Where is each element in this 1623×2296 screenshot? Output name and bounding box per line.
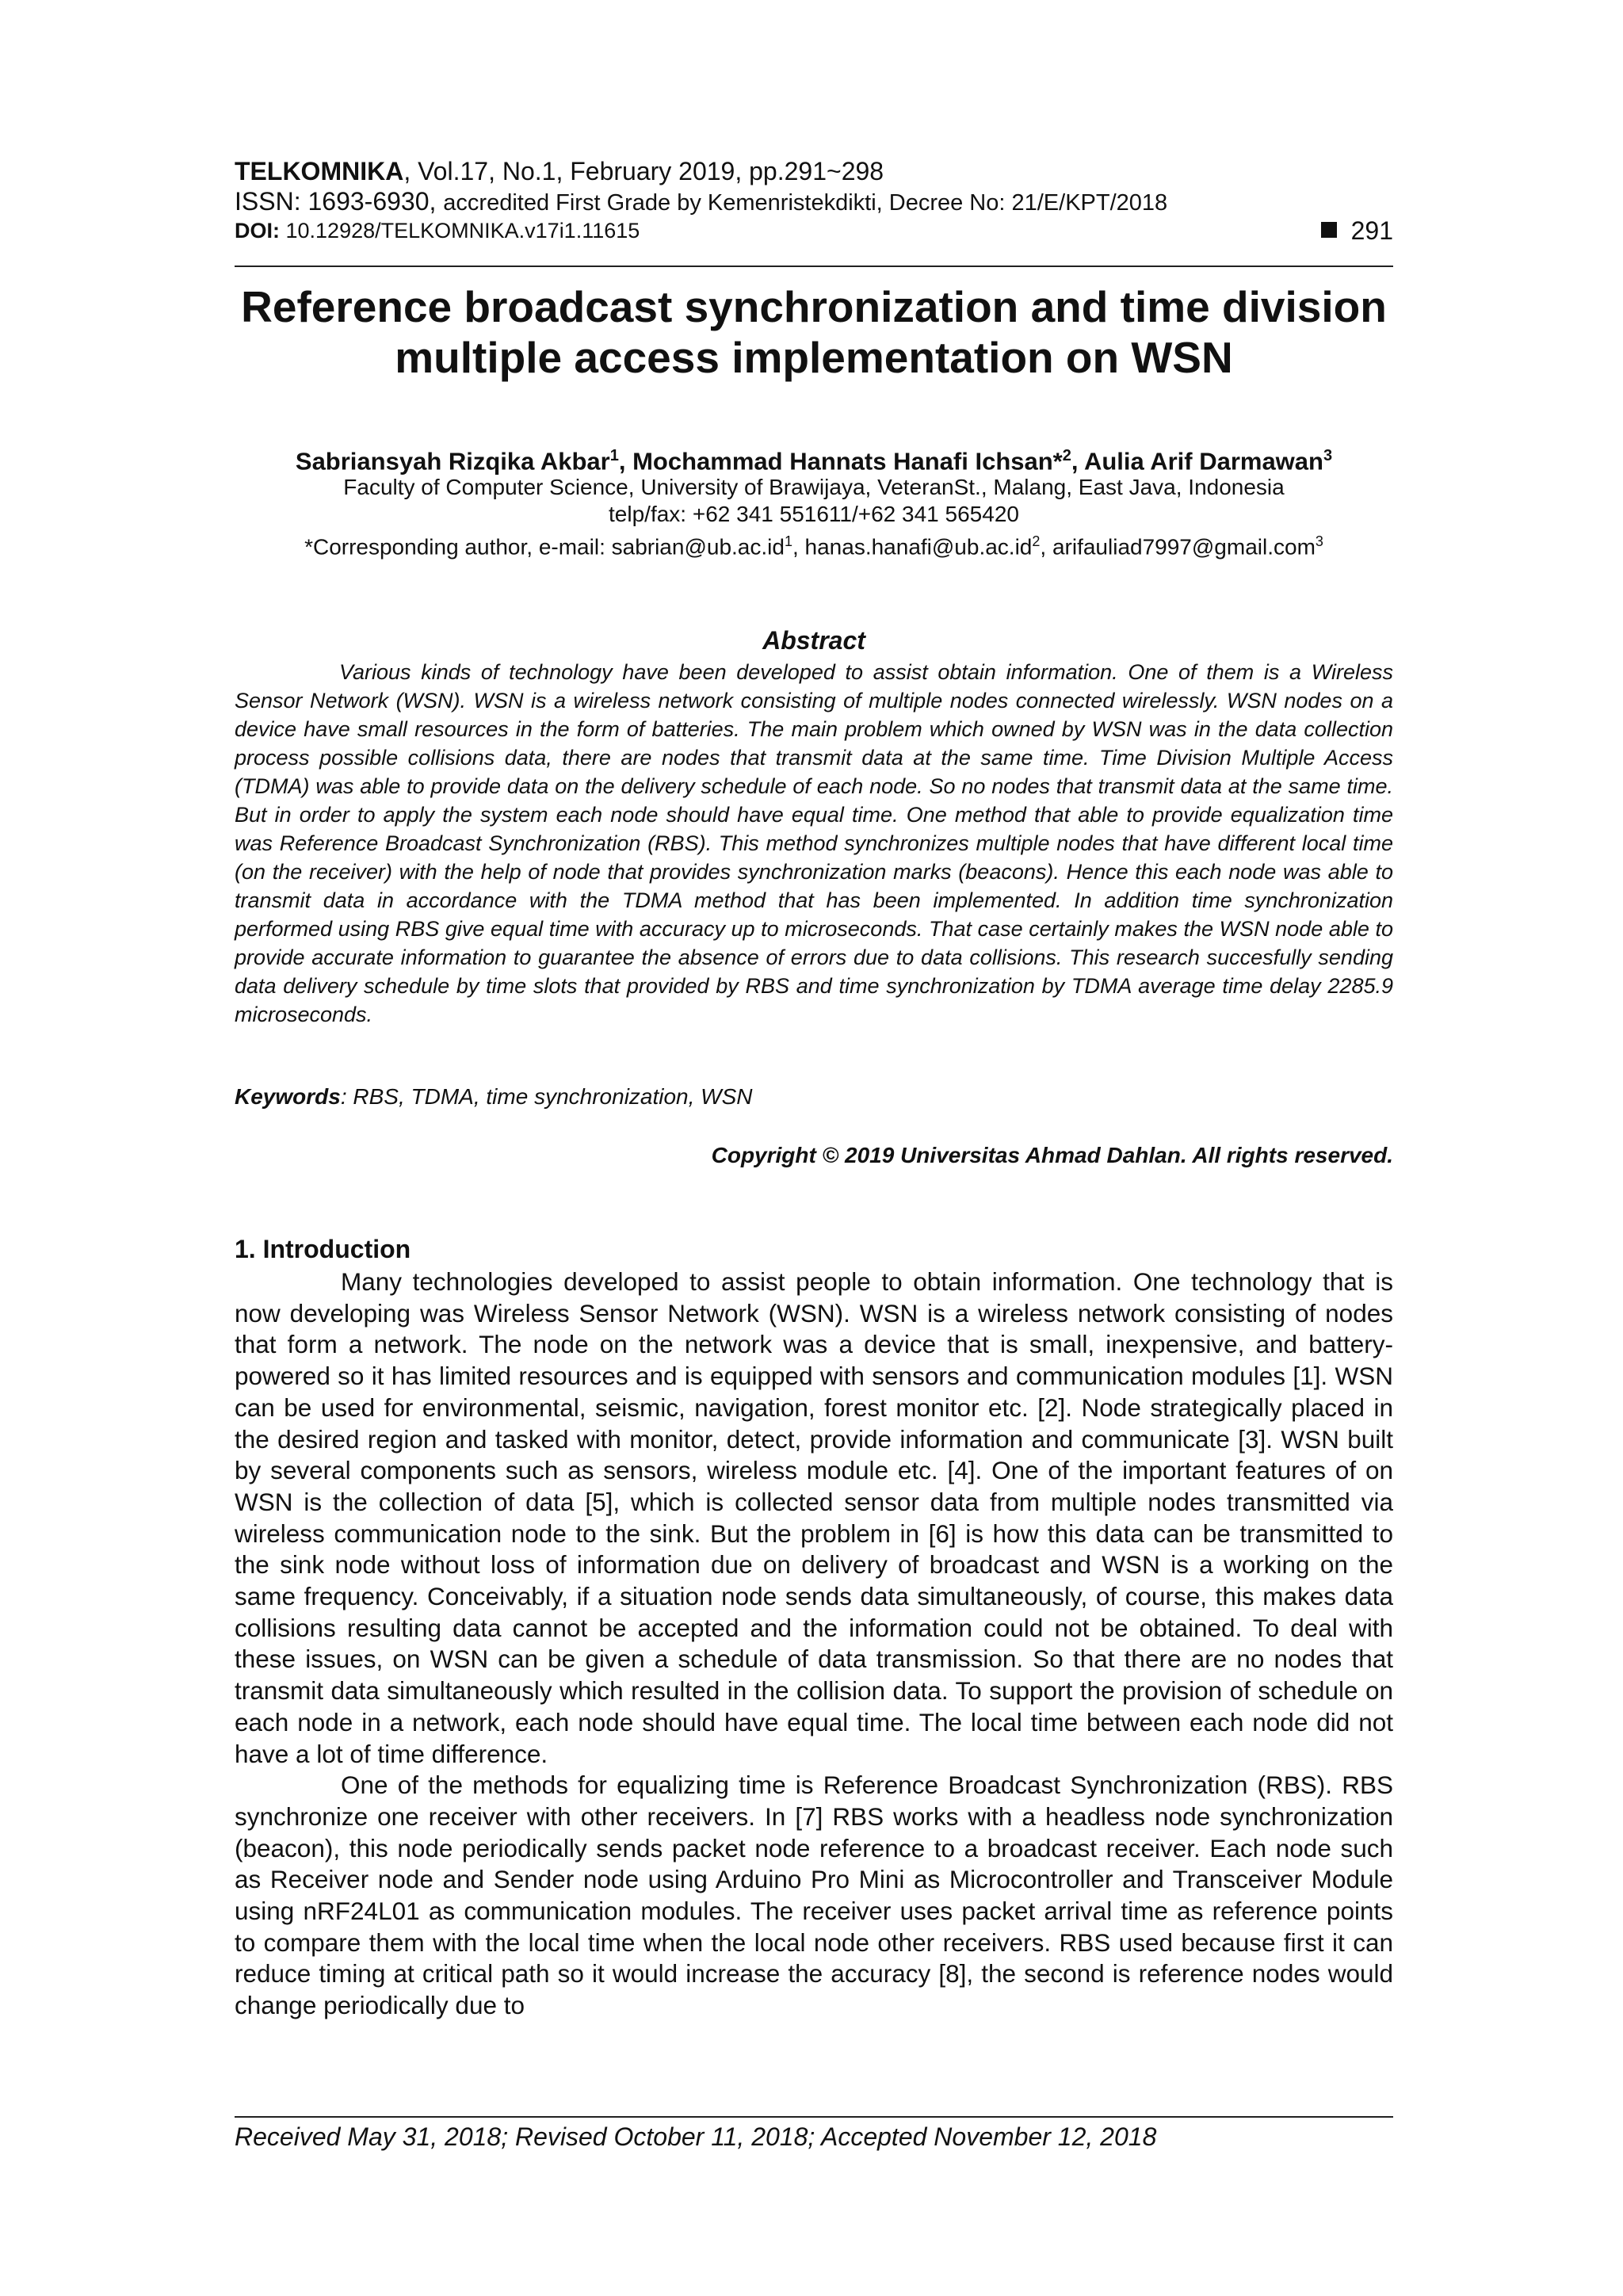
affiliation-block	[235, 474, 1393, 560]
author-separator: ,	[618, 447, 633, 476]
page-number-value: 291	[1350, 216, 1393, 245]
keywords-text: : RBS, TDMA, time synchronization, WSN	[340, 1084, 753, 1109]
bullet-square-icon	[1321, 222, 1337, 238]
journal-name: TELKOMNIKA	[235, 157, 404, 185]
page-number	[1321, 217, 1393, 244]
footer-divider	[235, 2116, 1393, 2118]
author-2-affil: 2	[1062, 447, 1071, 464]
author-1: Sabriansyah Rizqika Akbar	[295, 447, 610, 476]
keywords	[235, 1083, 1393, 1111]
paragraph: One of the methods for equalizing time is Reference Broadcast Synchronization (RBS). RBS synchronize one receiver with other receivers. In [7] RBS works with a headless node synchronization (beacon), this node periodically sends packet node reference to a broadcast receiver. Each node such as Receiver node and Sender node using Arduino Pro Mini as Microcontroller and Transceiver Module using nRF24L01 as communication modules. The receiver uses packet arrival time as reference points to compare them with the local time when the local node other receivers. RBS used because first it can reduce timing at critical path so it would increase the accuracy [8], the second is reference nodes would change periodically due to	[235, 1771, 1393, 2020]
doi-label: DOI:	[235, 219, 280, 243]
author-list	[235, 440, 1393, 477]
volume-info: , Vol.17, No.1, February 2019, pp.291~298	[403, 157, 884, 185]
copyright-notice: Copyright © 2019 Universitas Ahmad Dahlan. All rights reserved.	[711, 1143, 1393, 1167]
header-divider	[235, 266, 1393, 267]
journal-header	[235, 155, 1393, 244]
title-line-2: multiple access implementation on WSN	[395, 333, 1233, 382]
phone-line: telp/fax: +62 341 551611/+62 341 565420	[609, 502, 1019, 526]
introduction-body	[235, 1266, 1393, 2022]
email-mid: , hanas.hanafi@ub.ac.id	[792, 534, 1033, 560]
issn-line	[235, 187, 1393, 217]
email-prefix: *Corresponding author, e-mail: sabrian@ub.ac.id	[304, 534, 785, 560]
author-1-affil: 1	[609, 447, 619, 464]
received-dates: Received May 31, 2018; Revised October 11, 2018; Accepted November 12, 2018	[235, 2122, 1157, 2151]
author-3: Aulia Arif Darmawan	[1083, 447, 1323, 476]
doi-value: 10.12928/TELKOMNIKA.v17i1.11615	[280, 219, 640, 243]
issn: ISSN: 1693-6930,	[235, 187, 444, 216]
author-separator: ,	[1071, 447, 1084, 476]
paragraph: Many technologies developed to assist people to obtain information. One technology that is now developing was Wireless Sensor Network (WSN). WSN is a wireless network consisting of nodes that form a network. The node on the network was a device that is small, inexpensive, and battery-powered so it has limited resources and is equipped with sensors and communication modules [1]. WSN can be used for environmental, seismic, navigation, forest monitor etc. [2]. Node strategically placed in the desired region and tasked with monitor, detect, provide information and communicate [3]. WSN built by several components such as sensors, wireless module etc. [4]. One of the important features of on WSN is the collection of data [5], which is collected sensor data from multiple nodes transmitted via wireless communication node to the sink. But the problem in [6] is how this data can be transmitted to the sink node without loss of information due on delivery of broadcast and WSN is a working on the same frequency. Conceivably, if a situation node sends data simultaneously, of course, this makes data collisions resulting data cannot be accepted and the information could not be obtained. To deal with these issues, on WSN can be given a schedule of data transmission. So that there are no nodes that transmit data simultaneously which resulted in the collision data. To support the provision of schedule on each node in a network, each node should have equal time. The local time between each node did not have a lot of time difference.	[235, 1267, 1393, 1768]
email-line	[235, 528, 1393, 560]
author-3-affil: 3	[1323, 447, 1333, 464]
keywords-label: Keywords	[235, 1084, 341, 1109]
author-2: Mochammad Hannats Hanafi Ichsan*	[632, 447, 1063, 476]
email-3-sup: 3	[1315, 533, 1323, 549]
doi-line	[235, 217, 1393, 244]
email-2-sup: 2	[1032, 533, 1041, 549]
paper-title	[235, 281, 1393, 383]
accreditation: accredited First Grade by Kemenristekdikti, Decree No: 21/E/KPT/2018	[443, 190, 1168, 216]
abstract-text: Various kinds of technology have been developed to assist obtain information. One of them is a Wireless Sensor Network (WSN). WSN is a wireless network consisting of multiple nodes connected wirelessly. WSN nodes on a device have small resources in the form of batteries. The main problem which owned by WSN was in the data collection process possible collisions data, there are nodes that transmit data at the same time. Time Division Multiple Access (TDMA) was able to provide data on the delivery schedule of each node. So no nodes that transmit data at the same time. But in order to apply the system each node should have equal time. One method that able to provide equalization time was Reference Broadcast Synchronization (RBS). This method synchronizes multiple nodes that have different local time (on the receiver) with the help of node that provides synchronization marks (beacons). Hence this each node was able to transmit data in accordance with the TDMA method that has been implemented. In addition time synchronization performed using RBS give equal time with accuracy up to microseconds. That case certainly makes the WSN node able to provide accurate information to guarantee the absence of errors due to data collisions. This research succesfully sending data delivery schedule by time slots that provided by RBS and time synchronization by TDMA average time delay 2285.9 microseconds.	[235, 660, 1393, 1026]
email-end: , arifauliad7997@gmail.com	[1040, 534, 1316, 560]
email-1-sup: 1	[784, 533, 792, 549]
abstract-heading: Abstract	[762, 626, 865, 655]
journal-citation	[235, 155, 1393, 187]
faculty-line: Faculty of Computer Science, University of Brawijaya, VeteranSt., Malang, East Java, Indonesia	[343, 475, 1285, 499]
section-heading-introduction: 1. Introduction	[235, 1235, 411, 1263]
title-line-1: Reference broadcast synchronization and time division	[241, 282, 1387, 331]
